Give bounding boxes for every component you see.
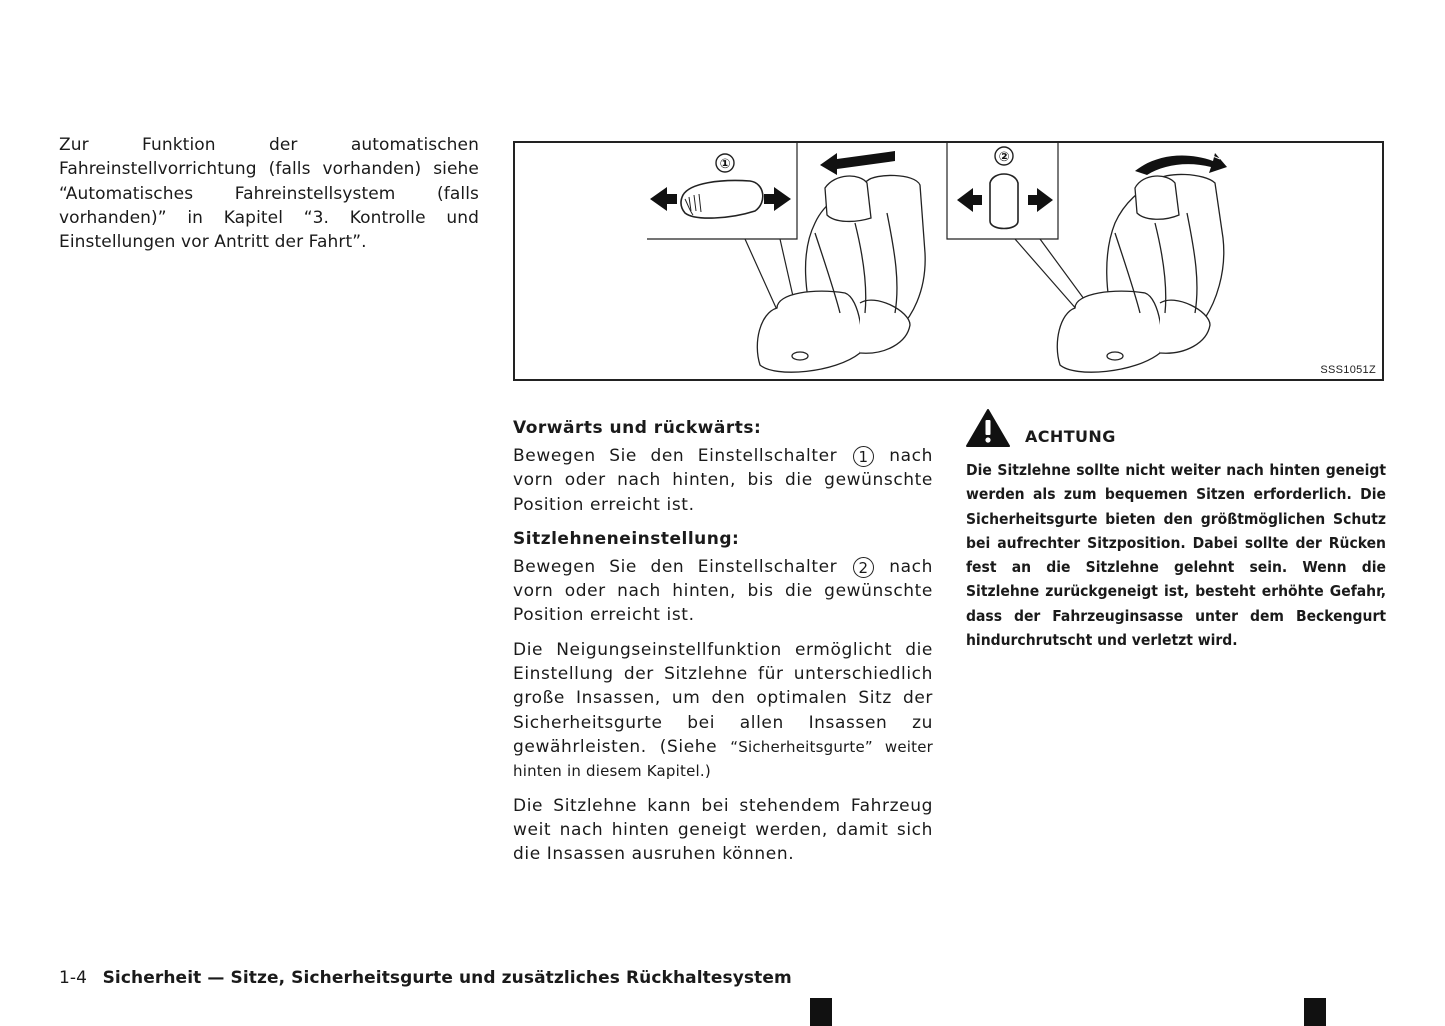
seatbelt-reference: “Sicherheitsgurte” weiter hinten in diesem Kapitel.) xyxy=(513,737,933,781)
thumb-mark-right xyxy=(1304,998,1326,1026)
thumb-mark-left xyxy=(810,998,832,1026)
section1-text-before: Bewegen Sie den Einstellschalter xyxy=(513,446,838,466)
instructions-column xyxy=(513,416,933,876)
section2-text-before: Bewegen Sie den Einstellschalter xyxy=(513,556,838,577)
seat-2-drawing xyxy=(1057,174,1224,372)
page-footer xyxy=(59,968,792,988)
warning-box xyxy=(966,404,1386,652)
warning-title: ACHTUNG xyxy=(1025,427,1116,446)
chapter-title: Sicherheit — Sitze, Sicherheitsgurte und zusätzliches Rückhaltesystem xyxy=(102,968,792,988)
callout-marker-2: 2 xyxy=(853,557,874,578)
section2-paragraph xyxy=(513,555,933,628)
recline-arrow-icon xyxy=(1135,153,1227,175)
callout-1-label: ① xyxy=(719,157,731,172)
intro-paragraph xyxy=(59,133,479,254)
section1-paragraph xyxy=(513,444,933,517)
callout-marker-1: 1 xyxy=(853,446,874,467)
rest-paragraph: Die Sitzlehne kann bei stehendem Fahrzeug weit nach hinten geneigt werden, damit sich die Insassen ausruhen können. xyxy=(513,795,933,865)
figure-code: SSS1051Z xyxy=(1320,364,1376,376)
seat-illustration xyxy=(515,143,1382,379)
section-heading-recline: Sitzlehneneinstellung: xyxy=(513,528,740,549)
recline-function-text: Die Neigungseinstellfunktion ermöglicht die Einstellung der Sitzlehne für unterschiedlich große Insassen, um den optimalen Sitz der Sicherheitsgurte bei allen Insassen zu gewährleisten. (Siehe xyxy=(513,639,933,757)
intro-text: Zur Funktion der automatischen Fahreinstellvorrichtung (falls vorhanden) siehe “Automatisches Fahreinstellsystem (falls vorhanden)” in Kapitel “3. Kontrolle und Einstellungen vor Antritt der Fahrt”. xyxy=(59,135,479,253)
warning-triangle-icon xyxy=(966,408,1010,448)
warning-header xyxy=(966,404,1386,448)
warning-text: Die Sitzlehne sollte nicht weiter nach hinten geneigt werden als zum bequemen Sitzen erforderlich. Die Sicherheitsgurte bieten den größtmöglichen Schutz bei aufrechter Sitzposition. Dabei sollte der Rücken fest an die Sitzlehne gelehnt sein. Wenn die Sitzlehne zurückgeneigt ist, besteht erhöhte Gefahr, dass der Fahrzeuginsasse unter dem Beckengurt hindurchrutscht und verletzt wird. xyxy=(966,461,1386,650)
section-heading-forward-backward: Vorwärts und rückwärts: xyxy=(513,418,762,438)
section2-text-after: nach vorn oder nach hinten, bis die gewünschte Position erreicht ist. xyxy=(513,556,933,626)
recline-function-paragraph xyxy=(513,638,933,784)
section1-text-after: nach vorn oder nach hinten, bis die gewünschte Position erreicht ist. xyxy=(513,446,933,515)
seat-adjustment-figure xyxy=(513,141,1384,381)
page-number: 1-4 xyxy=(59,968,88,988)
callout-2-label: ② xyxy=(998,150,1010,165)
forward-backward-arrow-icon xyxy=(820,151,895,175)
